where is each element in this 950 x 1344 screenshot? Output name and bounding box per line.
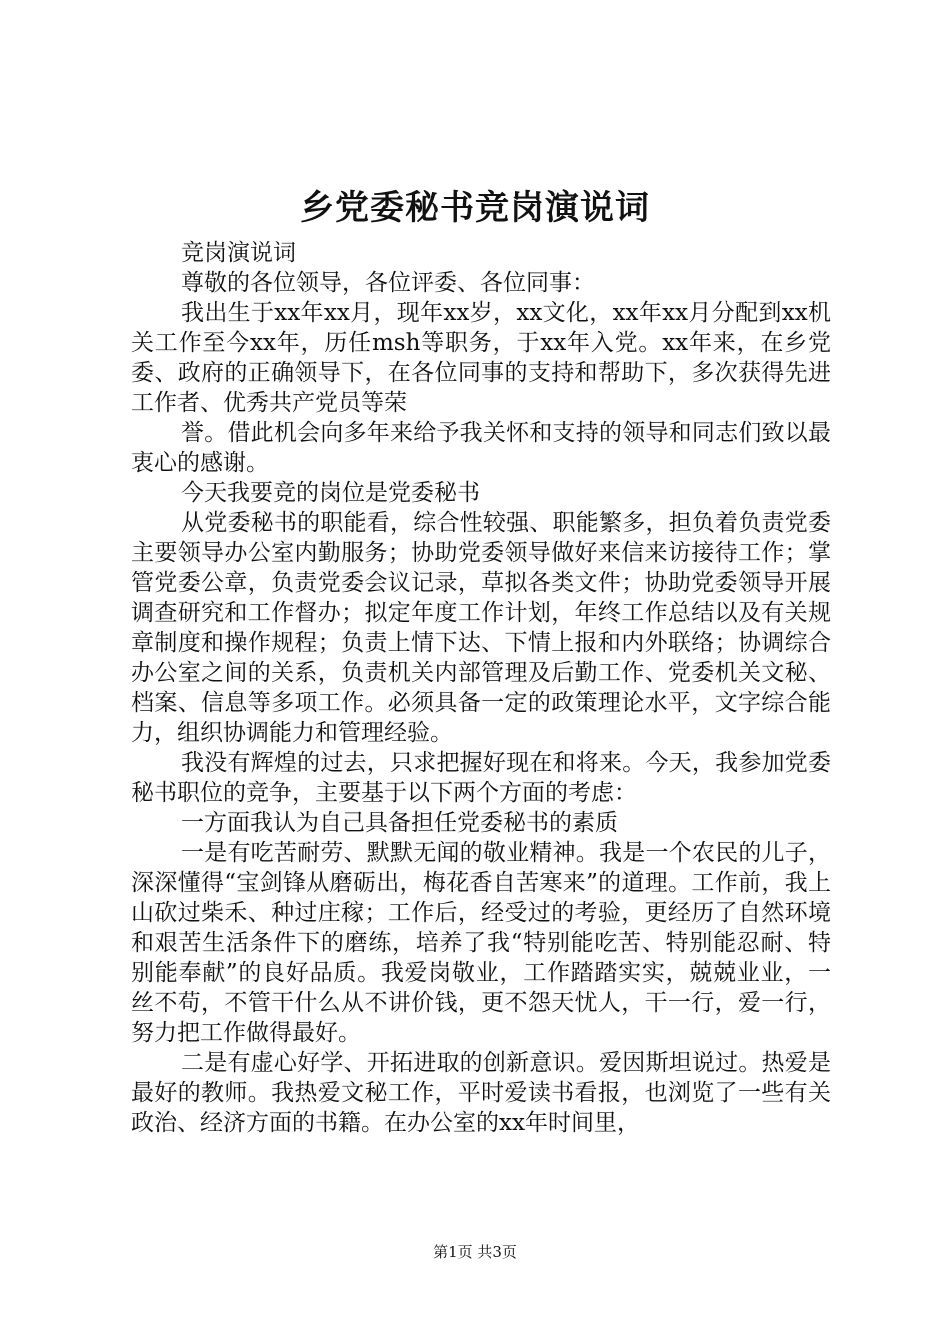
paragraph: 竞岗演说词 [181,240,296,266]
paragraph: 从党委秘书的职能看，综合性较强、职能繁多，担负着负责党委主要领导办公室内勤服务；协助党委领导做好来信来访接待工作；掌管党委公章，负责党委会议记录，草拟各类文件；协助党委领导开展调查研究和工作督办；拟定年度工作计划，年终工作总结以及有关规章制度和操作规程；负责上情下达、下情上报和内外联络；协调综合办公室之间的关系，负责机关内部管理及后勤工作、党委机关文秘、档案、信息等多项工作。必须具备一定的政策理论水平，文字综合能力，组织协调能力和管理经验。 [131,510,831,746]
paragraph: 我没有辉煌的过去，只求把握好现在和将来。今天，我参加党委秘书职位的竞争，主要基于以下两个方面的考虑： [131,750,831,806]
page-title: 乡党委秘书竞岗演说词 [300,188,650,228]
paragraph: 我出生于xx年xx月，现年xx岁，xx文化，xx年xx月分配到xx机关工作至今xx年，历任msh等职务，于xx年入党。xx年来，在乡党委、政府的正确领导下，在各位同事的支持和帮助下，多次获得先进工作者、优秀共产党员等荣 [131,300,831,416]
page-footer: 第1页 共3页 [433,1243,517,1261]
paragraph: 誉。借此机会向多年来给予我关怀和支持的领导和同志们致以最衷心的感谢。 [131,420,831,476]
paragraph: 尊敬的各位领导，各位评委、各位同事： [181,270,595,296]
paragraph: 一是有吃苦耐劳、默默无闻的敬业精神。我是一个农民的儿子，深深懂得“宝剑锋从磨砺出，梅花香自苦寒来”的道理。工作前，我上山砍过柴禾、种过庄稼；工作后，经受过的考验，更经历了自然环境和艰苦生活条件下的磨练，培养了我“特别能吃苦、特别能忍耐、特别能奉献”的良好品质。我爱岗敬业，工作踏踏实实，兢兢业业，一丝不苟，不管干什么从不讲价钱，更不怨天忧人，干一行，爱一行，努力把工作做得最好。 [131,840,831,1046]
paragraph: 二是有虚心好学、开拓进取的创新意识。爱因斯坦说过。热爱是最好的教师。我热爱文秘工作，平时爱读书看报，也浏览了一些有关政治、经济方面的书籍。在办公室的xx年时间里， [131,1050,831,1136]
paragraph: 今天我要竞的岗位是党委秘书 [181,480,480,506]
document-body [131,238,831,1138]
paragraph: 一方面我认为自己具备担任党委秘书的素质 [181,810,618,836]
